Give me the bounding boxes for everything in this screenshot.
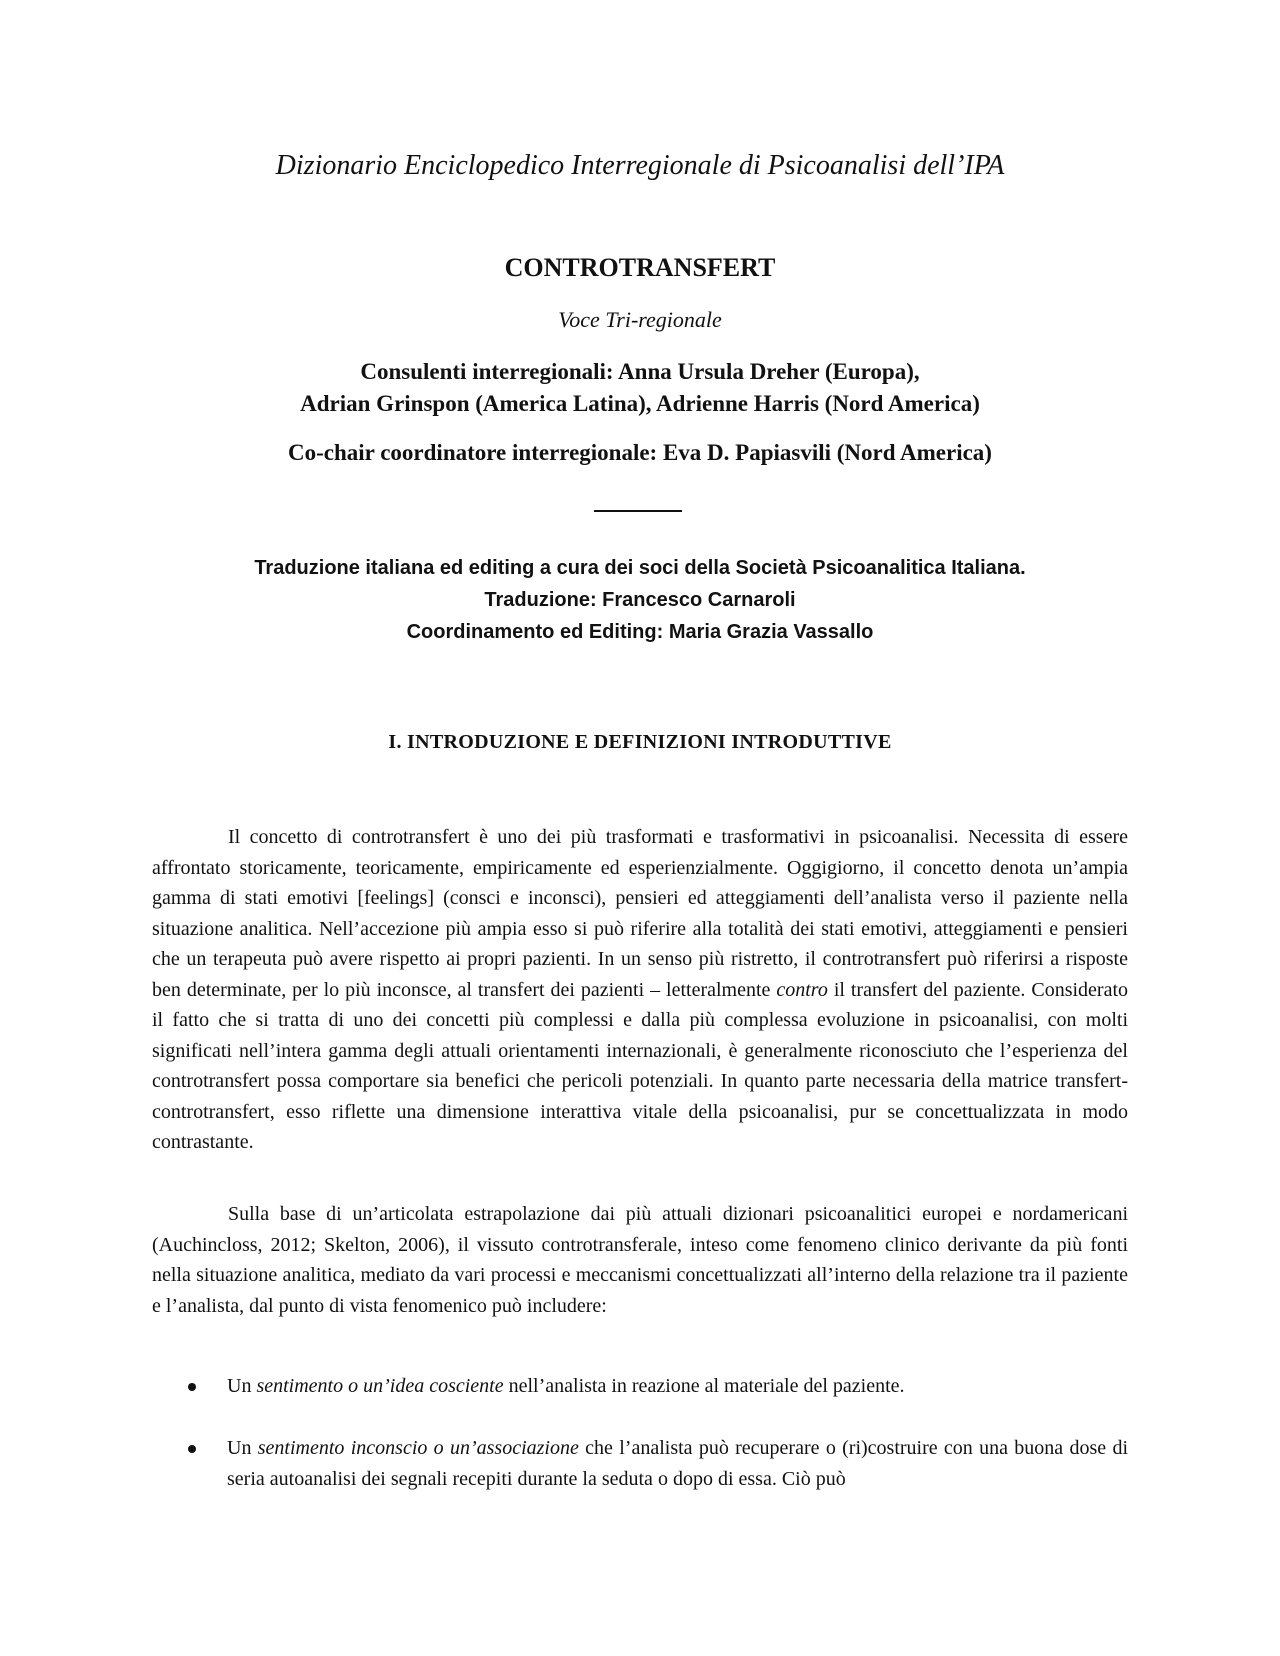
entry-subtitle: Voce Tri-regionale: [558, 307, 722, 332]
entry-title: CONTROTRANSFERT: [504, 253, 776, 282]
bullet-italic: sentimento inconscio o un’associazione: [257, 1437, 579, 1459]
bullet-row: [152, 1433, 1128, 1494]
bullet-row: [152, 1371, 1128, 1402]
consultants-block: [0, 356, 1280, 420]
paragraph-1-part-b: il transfert del paziente. Considerato il fatto che si tratta di uno dei concetti più complessi e dalla più complessa evoluzione in psicoanalisi, con molti significati nell’intera gamma degli attuali orientamenti internazionali, è generalmente riconosciuto che l’esperienza del controtransfert possa comportare sia benefici che pericoli potenziali. In quanto parte necessaria della matrice transfert-controtransfert, esso riflette una dimensione interattiva vitale della psicoanalisi, pur se concettualizzata in modo contrastante.: [152, 978, 1129, 1153]
section-heading: I. INTRODUZIONE E DEFINIZIONI INTRODUTTIVE: [388, 731, 892, 753]
bullet-item: [152, 1371, 1128, 1402]
paragraph-1-text: [152, 822, 1128, 1158]
translation-line-1: Traduzione italiana ed editing a cura dei soci della Società Psicoanalitica Italiana.: [254, 557, 1026, 579]
bullet-dot-icon: [188, 1383, 196, 1391]
bullet-lead: Un: [227, 1375, 252, 1397]
paragraph-2: [152, 1199, 1128, 1321]
bullet-item: [152, 1433, 1128, 1494]
bullet-italic: sentimento o un’idea cosciente: [256, 1375, 504, 1397]
divider-rule: [594, 510, 682, 512]
paragraph-1-part-a: Il concetto di controtransfert è uno dei più trasformati e trasformativi in psicoanalisi. Necessita di essere affrontato storicamente, teoricamente, empiricamente ed esperienzialmente. Oggigiorno, il concetto denota un’ampia gamma di stati emotivi [feelings] (consci e inconsci), pensieri ed atteggiamenti dell’analista verso il paziente nella situazione analitica. Nell’accezione più ampia esso si può riferire alla totalità dei stati emotivi, atteggiamenti e pensieri che un terapeuta può avere rispetto ai propri pazienti. In un senso più ristretto, il controtransfert può riferirsi a risposte ben determinate, per lo più inconsce, al transfert dei pazienti – letteralmente: [152, 826, 1128, 1001]
bullet-rest: nell’analista in reazione al materiale del paziente.: [508, 1375, 905, 1397]
paragraph-2-text: Sulla base di un’articolata estrapolazione dai più attuali dizionari psicoanalitici europei e nordamericani (Auchincloss, 2012; Skelton, 2006), il vissuto controtransferale, inteso come fenomeno clinico derivante da più fonti nella situazione analitica, mediato da vari processi e meccanismi concettualizzati all’interno della relazione tra il paziente e l’analista, dal punto di vista fenomenico può includere:: [152, 1203, 1128, 1317]
translation-credits: [0, 552, 1280, 648]
bullet-rest: che l’analista può recuperare o (ri)costruire con una buona dose di seria autoanalisi dei segnali recepiti durante la seduta o dopo di essa. Ciò può: [227, 1437, 1128, 1490]
consultants-line-2: Adrian Grinspon (America Latina), Adrienne Harris (Nord America): [300, 391, 980, 416]
translation-line-3: Coordinamento ed Editing: Maria Grazia Vassallo: [406, 621, 874, 643]
paragraph-1: [152, 822, 1128, 1158]
series-title: Dizionario Enciclopedico Interregionale di Psicoanalisi dell’IPA: [275, 150, 1005, 181]
consultants-line-1: Consulenti interregionali: Anna Ursula Dreher (Europa),: [360, 359, 920, 384]
paragraph-1-italic: contro: [776, 978, 828, 1001]
cochair-line: Co-chair coordinatore interregionale: Eva D. Papiasvili (Nord America): [288, 440, 992, 465]
bullet-dot-icon: [188, 1445, 196, 1453]
translation-line-2: Traduzione: Francesco Carnaroli: [484, 589, 796, 611]
bullet-lead: Un: [227, 1437, 252, 1459]
